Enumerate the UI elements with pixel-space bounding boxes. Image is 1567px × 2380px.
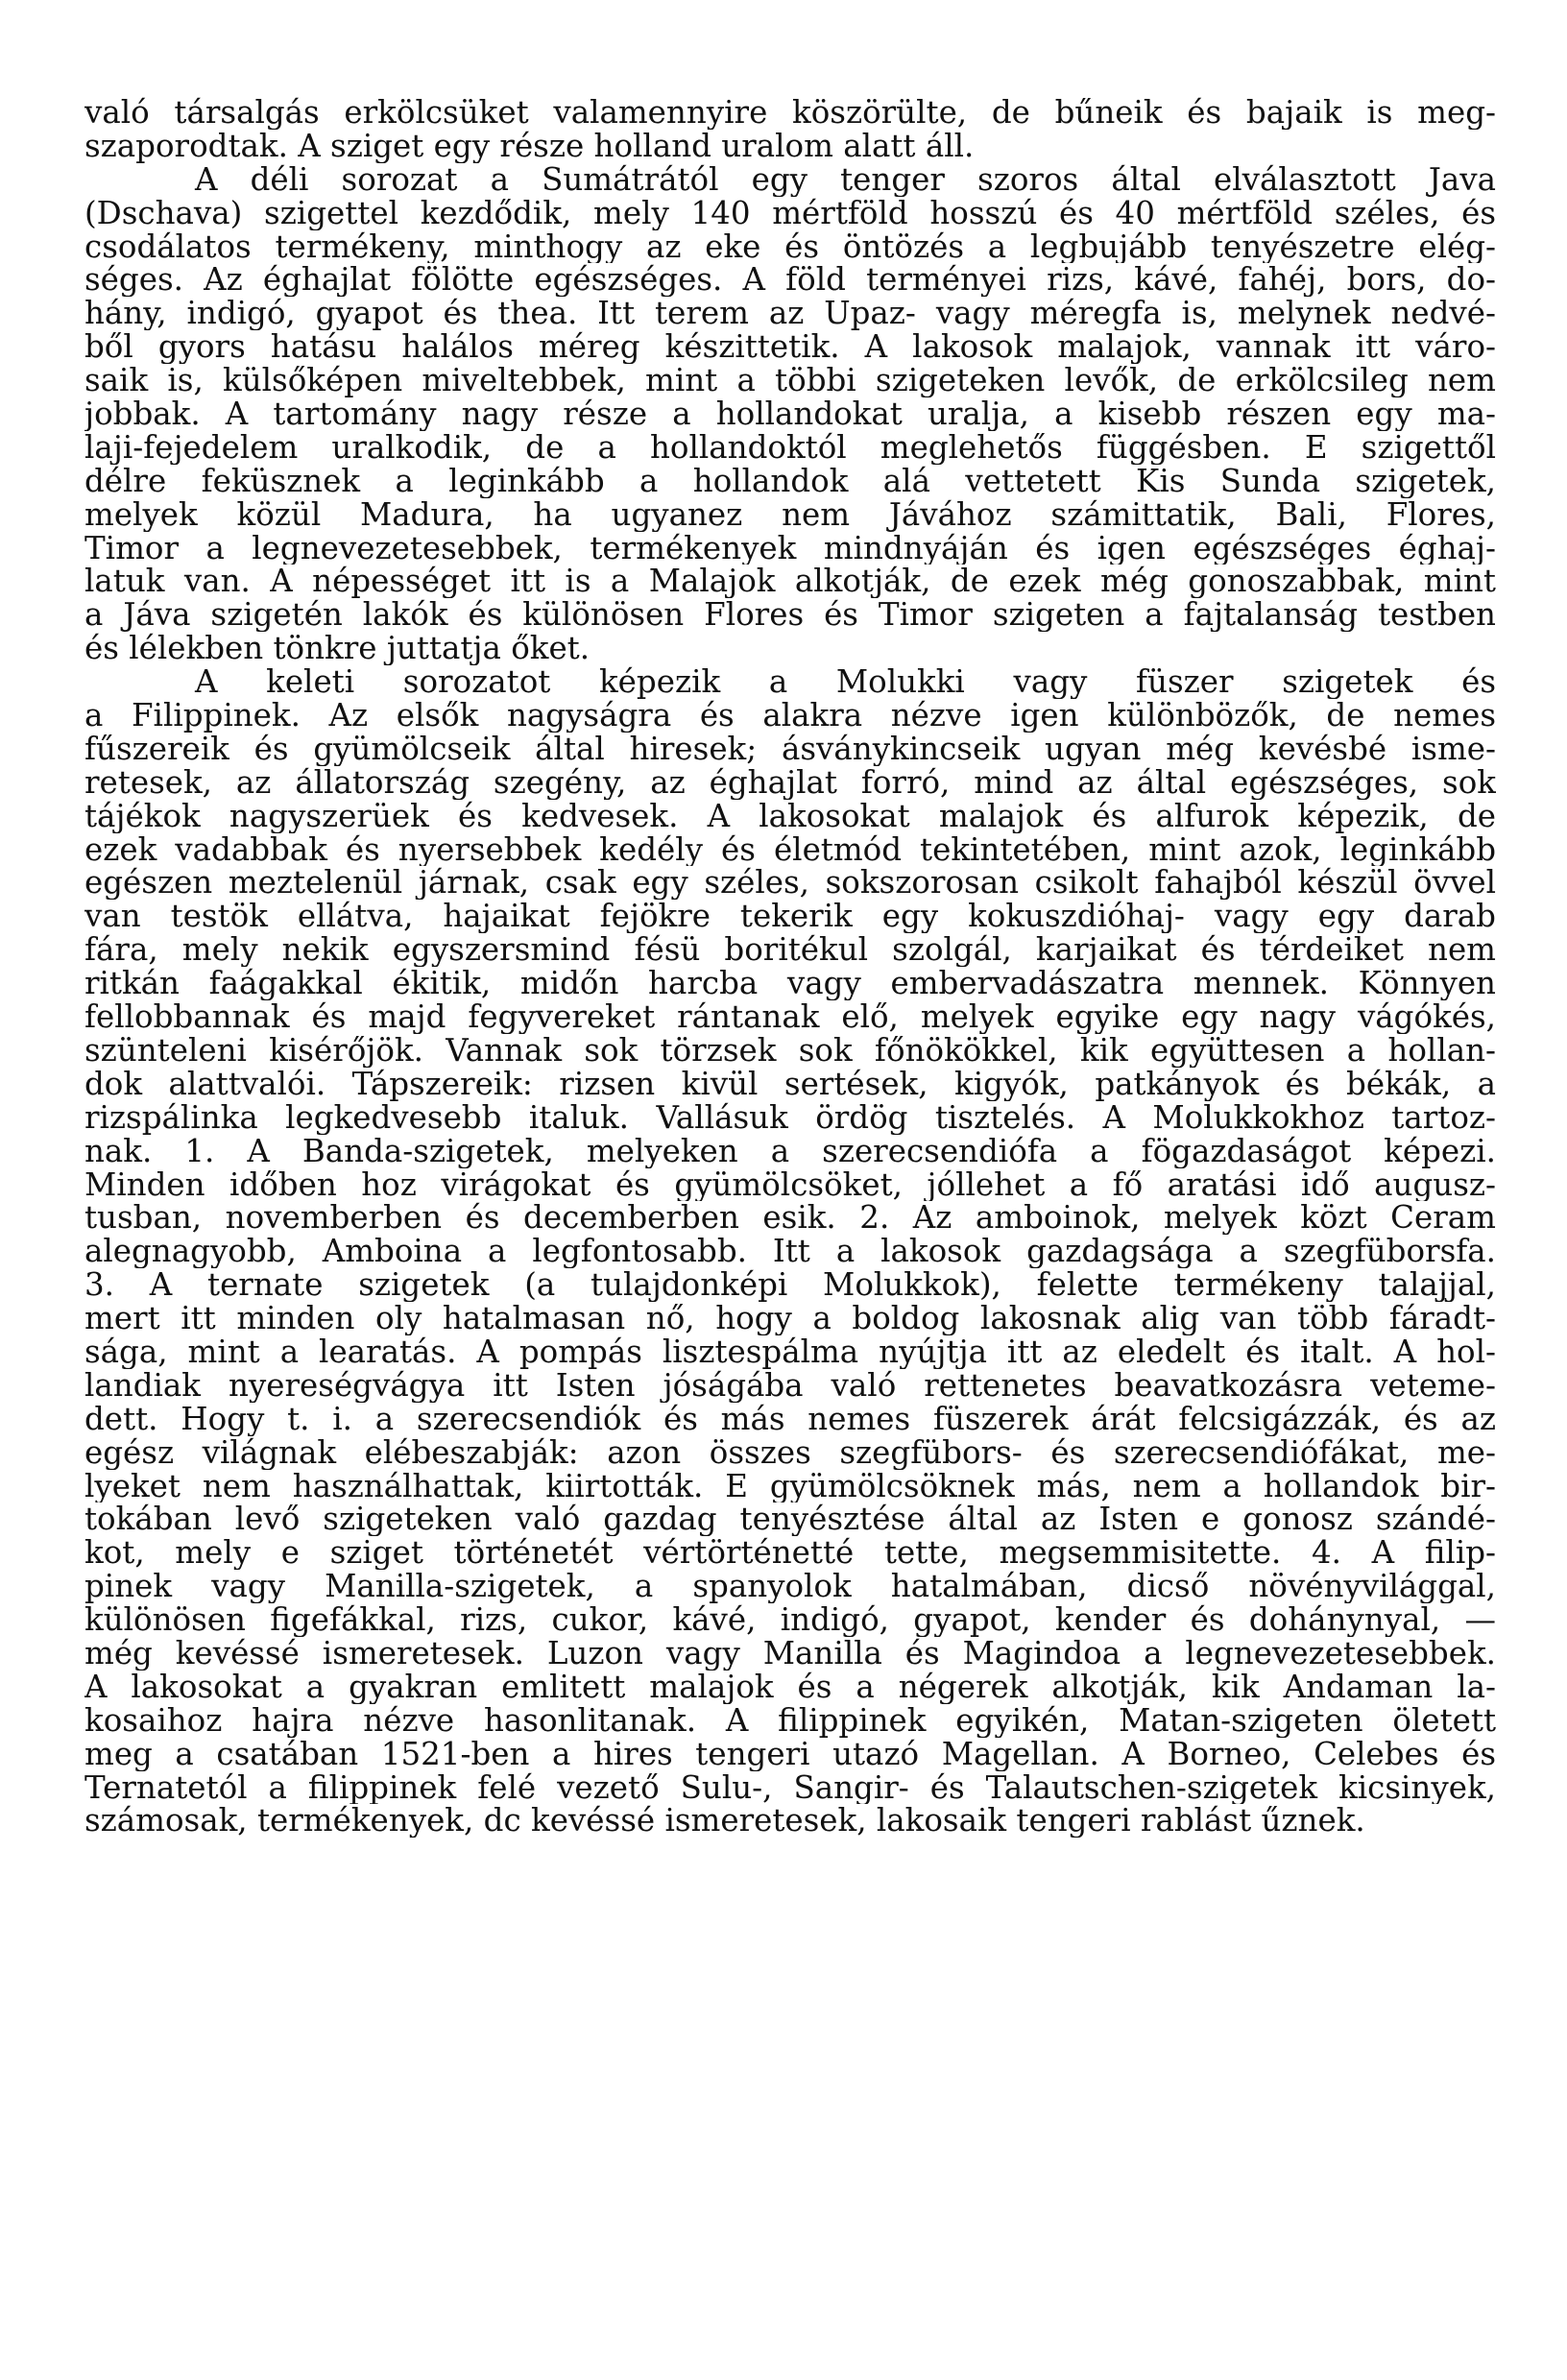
text-line: rizspálinka legkedvesebb italuk. Vallásuk ördög tisztelés. A Molukkokhoz tartoz-	[84, 1100, 1496, 1135]
text-line: A lakosokat a gyakran emlitett malajok és a négerek alkotják, kik Andaman la-	[84, 1670, 1496, 1704]
text-line: laji-fejedelem uralkodik, de a hollandoktól meglehetős függésben. E szigettől	[84, 430, 1496, 465]
text-line: lyeket nem használhattak, kiirtották. E gyümölcsöknek más, nem a hollandok bir-	[84, 1469, 1496, 1503]
text-line: Ternatetól a filippinek felé vezető Sulu-, Sangir- és Talautschen-szigetek kicsinyek,	[84, 1770, 1496, 1805]
text-line: és lélekben tönkre juttatja őket.	[84, 632, 591, 666]
text-line: retesek, az állatország szegény, az éghajlat forró, mind az által egészséges, sok	[84, 765, 1496, 800]
text-line: tusban, novemberben és decemberben esik. 2. Az amboinok, melyek közt Ceram	[84, 1201, 1496, 1236]
text-line: való társalgás erkölcsüket valamennyire köszörülte, de bűneik és bajaik is meg-	[84, 96, 1496, 130]
text-line: fűszereik és gyümölcseik által hiresek; ásványkincseik ugyan még kevésbé isme-	[84, 732, 1496, 766]
text-line: egészen meztelenül járnak, csak egy széles, sokszorosan csikolt fahajból készül övvel	[84, 866, 1496, 901]
text-line: hány, indigó, gyapot és thea. Itt terem az Upaz- vagy méregfa is, melynek nedvé-	[84, 297, 1496, 331]
text-line: szaporodtak. A sziget egy része holland uralom alatt áll.	[84, 129, 975, 163]
text-line: A déli sorozat a Sumátrától egy tenger szoros által elválasztott Java	[195, 162, 1496, 197]
paragraph	[84, 163, 1496, 665]
text-line: kot, mely e sziget történetét vértörténetté tette, megsemmisitette. 4. A filip-	[84, 1536, 1496, 1571]
text-line: még kevéssé ismeretesek. Luzon vagy Manilla és Magindoa a legnevezetesebbek.	[84, 1636, 1496, 1671]
text-line: saik is, külsőképen miveltebbek, mint a többi szigeteken levők, de erkölcsileg nem	[84, 364, 1496, 398]
text-line: (Dschava) szigettel kezdődik, mely 140 mértföld hosszú és 40 mértföld széles, és	[84, 196, 1496, 230]
text-line: alegnagyobb, Amboina a legfontosabb. Itt a lakosok gazdagsága a szegfüborsfa.	[84, 1235, 1496, 1269]
text-line: jobbak. A tartomány nagy része a hollandokat uralja, a kisebb részen egy ma-	[84, 397, 1496, 431]
text-line: sága, mint a learatás. A pompás lisztespálma nyújtja itt az eledelt és italt. A hol-	[84, 1334, 1496, 1369]
text-line: van testök ellátva, hajaikat fejökre tekerik egy kokuszdióhaj- vagy egy darab	[84, 900, 1496, 934]
text-line: különösen figefákkal, rizs, cukor, kávé, indigó, gyapot, kender és dohánynyal, —	[84, 1603, 1496, 1637]
text-line: dok alattvalói. Tápszereik: rizsen kivül sertések, kigyók, patkányok és békák, a	[84, 1067, 1496, 1101]
text-line: tájékok nagyszerüek és kedvesek. A lakosokat malajok és alfurok képezik, de	[84, 799, 1496, 833]
text-line: dett. Hogy t. i. a szerecsendiók és más nemes füszerek árát felcsigázzák, és az	[84, 1402, 1496, 1436]
text-line: latuk van. A népességet itt is a Malajok alkotják, de ezek még gonoszabbak, mint	[84, 565, 1496, 599]
text-line: meg a csatában 1521-ben a hires tengeri utazó Magellan. A Borneo, Celebes és	[84, 1737, 1496, 1771]
text-line: ritkán faágakkal ékitik, midőn harcba vagy embervadászatra mennek. Könnyen	[84, 967, 1496, 1001]
text-line: A keleti sorozatot képezik a Molukki vagy füszer szigetek és	[195, 665, 1496, 700]
text-line: csodálatos termékeny, minthogy az eke és öntözés a legbujább tenyészetre elég-	[84, 229, 1496, 264]
paragraph	[84, 96, 1496, 163]
text-line: szünteleni kisérőjök. Vannak sok törzsek sok főnökökkel, kik együttesen a hollan-	[84, 1033, 1496, 1068]
text-line: számosak, termékenyek, dc kevéssé ismeretesek, lakosaik tengeri rablást űznek.	[84, 1804, 1365, 1839]
paragraph	[84, 665, 1496, 1838]
text-line: délre feküsznek a leginkább a hollandok alá vettetett Kis Sunda szigetek,	[84, 464, 1496, 498]
text-line: a Filippinek. Az elsők nagyságra és alakra nézve igen különbözők, de nemes	[84, 699, 1496, 733]
document-page	[84, 96, 1496, 1838]
text-line: fellobbannak és majd fegyvereket rántanak elő, melyek egyike egy nagy vágókés,	[84, 1000, 1496, 1034]
text-line: Minden időben hoz virágokat és gyümölcsöket, jóllehet a fő aratási idő augusz-	[84, 1167, 1496, 1202]
text-line: a Jáva szigetén lakók és különösen Flores és Timor szigeten a fajtalanság testben	[84, 598, 1496, 633]
text-line: kosaihoz hajra nézve hasonlitanak. A filippinek egyikén, Matan-szigeten öletett	[84, 1703, 1496, 1738]
text-line: fára, mely nekik egyszersmind fésü boritékul szolgál, karjaikat és térdeiket nem	[84, 933, 1496, 968]
text-line: tokában levő szigeteken való gazdag tenyésztése által az Isten e gonosz szándé-	[84, 1503, 1496, 1537]
text-line: ből gyors hatásu halálos méreg készittetik. A lakosok malajok, vannak itt váro-	[84, 330, 1496, 365]
text-line: egész világnak elébeszabják: azon összes szegfübors- és szerecsendiófákat, me-	[84, 1435, 1496, 1470]
text-line: 3. A ternate szigetek (a tulajdonképi Molukkok), felette termékeny talajjal,	[84, 1268, 1496, 1303]
text-line: ezek vadabbak és nyersebbek kedély és életmód tekintetében, mint azok, leginkább	[84, 832, 1496, 867]
text-line: séges. Az éghajlat fölötte egészséges. A föld terményei rizs, kávé, fahéj, bors, do-	[84, 263, 1496, 298]
text-line: landiak nyereségvágya itt Isten jóságába való rettenetes beavatkozásra veteme-	[84, 1368, 1496, 1403]
text-line: Timor a legnevezetesebbek, termékenyek mindnyáján és igen egészséges éghaj-	[84, 531, 1496, 565]
text-line: nak. 1. A Banda-szigetek, melyeken a szerecsendiófa a fögazdaságot képezi.	[84, 1134, 1496, 1168]
text-line: melyek közül Madura, ha ugyanez nem Jávához számittatik, Bali, Flores,	[84, 497, 1496, 532]
text-line: mert itt minden oly hatalmasan nő, hogy a boldog lakosnak alig van több fáradt-	[84, 1302, 1496, 1335]
text-line: pinek vagy Manilla-szigetek, a spanyolok hatalmában, dicső növényvilággal,	[84, 1570, 1496, 1604]
